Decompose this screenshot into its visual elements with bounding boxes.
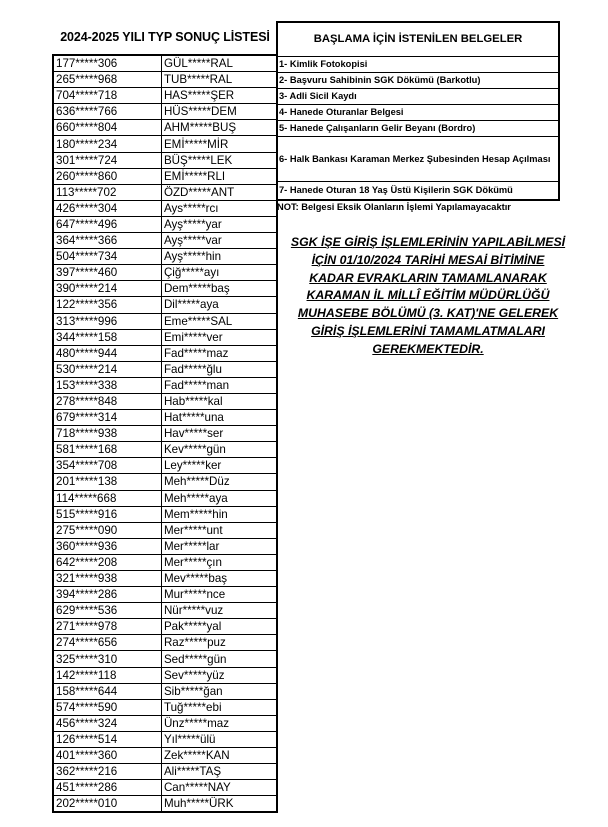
table-row [53,72,277,88]
masked-name-cell: Zek*****KAN [161,748,277,764]
table-row [53,136,277,152]
requirement-item: 5- Hanede Çalışanların Gelir Beyanı (Bordro) [278,121,558,137]
masked-name-cell: Dem*****baş [161,281,277,297]
masked-name-cell: Sev*****yüz [161,667,277,683]
masked-id-cell: 574*****590 [53,699,161,715]
masked-id-cell: 364*****366 [53,233,161,249]
notice-line: İÇİN 01/10/2024 TARİHİ MESAİ BİTİMİNE [311,252,545,267]
masked-id-cell: 301*****724 [53,152,161,168]
notice-line: SGK İŞE GİRİŞ İŞLEMLERİNİN YAPILABİLMESİ [290,235,566,249]
masked-name-cell: HAS*****ŞER [161,88,277,104]
table-row [53,619,277,635]
masked-name-cell: Nür*****vuz [161,603,277,619]
masked-id-cell: 142*****118 [53,667,161,683]
masked-name-cell: Fad*****ğlu [161,361,277,377]
masked-id-cell: 718*****938 [53,426,161,442]
requirement-item: 3- Adli Sicil Kaydı [278,89,558,105]
masked-id-cell: 265*****968 [53,72,161,88]
masked-name-cell: Mev*****baş [161,571,277,587]
masked-name-cell: Ayş*****var [161,233,277,249]
table-row [53,168,277,184]
masked-name-cell: Raz*****puz [161,635,277,651]
requirements-title: BAŞLAMA İÇİN İSTENİLEN BELGELER [278,23,558,57]
table-row [53,377,277,393]
table-row [53,249,277,265]
masked-name-cell: Mem*****hin [161,506,277,522]
table-row [53,184,277,200]
masked-name-cell: Ayş*****hin [161,249,277,265]
masked-name-cell: Yıl*****ülü [161,731,277,747]
masked-id-cell: 158*****644 [53,683,161,699]
table-row [53,780,277,796]
masked-name-cell: EMİ*****RLI [161,168,277,184]
masked-name-cell: Muh*****ÜRK [161,796,277,813]
masked-name-cell: EMİ*****MİR [161,136,277,152]
table-row [53,764,277,780]
masked-name-cell: Emi*****ver [161,329,277,345]
masked-id-cell: 260*****860 [53,168,161,184]
masked-id-cell: 660*****804 [53,120,161,136]
table-row [53,683,277,699]
table-row [53,104,277,120]
requirements-box [276,21,560,201]
masked-id-cell: 114*****668 [53,490,161,506]
table-row [53,506,277,522]
masked-id-cell: 275*****090 [53,522,161,538]
masked-id-cell: 201*****138 [53,474,161,490]
masked-id-cell: 581*****168 [53,442,161,458]
masked-id-cell: 180*****234 [53,136,161,152]
table-row [53,603,277,619]
masked-id-cell: 202*****010 [53,796,161,813]
table-row [53,265,277,281]
table-row [53,361,277,377]
table-row [53,571,277,587]
requirement-item: 1- Kimlik Fotokopisi [278,57,558,73]
table-row [53,426,277,442]
masked-id-cell: 515*****916 [53,506,161,522]
table-row [53,345,277,361]
table-row [53,538,277,554]
table-row [53,393,277,409]
masked-name-cell: Ayş*****yar [161,216,277,232]
table-row [53,635,277,651]
table-row [53,699,277,715]
masked-id-cell: 177*****306 [53,55,161,72]
table-row [53,587,277,603]
table-row [53,731,277,747]
masked-id-cell: 126*****514 [53,731,161,747]
table-row [53,216,277,232]
masked-id-cell: 113*****702 [53,184,161,200]
masked-name-cell: Fad*****maz [161,345,277,361]
masked-name-cell: Mur*****nce [161,587,277,603]
masked-name-cell: AHM*****BUŞ [161,120,277,136]
masked-name-cell: Can*****NAY [161,780,277,796]
masked-name-cell: Hat*****una [161,410,277,426]
masked-id-cell: 629*****536 [53,603,161,619]
masked-name-cell: Fad*****man [161,377,277,393]
table-row [53,651,277,667]
table-row [53,88,277,104]
notice-line: KARAMAN İL MİLLÎ EĞİTİM MÜDÜRLÜĞÜ [306,288,550,303]
masked-id-cell: 504*****734 [53,249,161,265]
masked-name-cell: Dil*****aya [161,297,277,313]
masked-id-cell: 704*****718 [53,88,161,104]
table-row [53,120,277,136]
masked-name-cell: Pak*****yal [161,619,277,635]
masked-id-cell: 679*****314 [53,410,161,426]
masked-name-cell: Hab*****kal [161,393,277,409]
table-row [53,55,277,72]
masked-id-cell: 321*****938 [53,571,161,587]
masked-id-cell: 313*****996 [53,313,161,329]
masked-id-cell: 354*****708 [53,458,161,474]
masked-name-cell: Sib*****ğan [161,683,277,699]
masked-id-cell: 271*****978 [53,619,161,635]
masked-id-cell: 397*****460 [53,265,161,281]
masked-id-cell: 325*****310 [53,651,161,667]
table-row [53,554,277,570]
notice-text [278,234,578,359]
table-row [53,667,277,683]
masked-id-cell: 344*****158 [53,329,161,345]
masked-name-cell: Kev*****gün [161,442,277,458]
masked-id-cell: 636*****766 [53,104,161,120]
masked-id-cell: 153*****338 [53,377,161,393]
masked-name-cell: Hav*****ser [161,426,277,442]
table-row [53,313,277,329]
masked-id-cell: 360*****936 [53,538,161,554]
masked-name-cell: TUB*****RAL [161,72,277,88]
masked-name-cell: Meh*****Düz [161,474,277,490]
table-row [53,715,277,731]
masked-name-cell: BÜŞ*****LEK [161,152,277,168]
table-row [53,233,277,249]
masked-name-cell: Mer*****çın [161,554,277,570]
masked-id-cell: 647*****496 [53,216,161,232]
masked-id-cell: 394*****286 [53,587,161,603]
table-row [53,474,277,490]
table-row [53,796,277,813]
masked-id-cell: 362*****216 [53,764,161,780]
table-row [53,152,277,168]
table-row [53,490,277,506]
masked-name-cell: Mer*****lar [161,538,277,554]
masked-name-cell: Tuğ*****ebi [161,699,277,715]
masked-id-cell: 456*****324 [53,715,161,731]
masked-name-cell: Ali*****TAŞ [161,764,277,780]
notice-line: MUHASEBE BÖLÜMÜ (3. KAT)'NE GELEREK [297,306,559,321]
masked-id-cell: 451*****286 [53,780,161,796]
masked-id-cell: 401*****360 [53,748,161,764]
table-row [53,297,277,313]
masked-name-cell: Ays*****rcı [161,200,277,216]
notice-line: GEREKMEKTEDİR. [372,341,484,356]
masked-name-cell: Mer*****unt [161,522,277,538]
table-row [53,200,277,216]
table-row [53,442,277,458]
masked-name-cell: ÖZD*****ANT [161,184,277,200]
masked-name-cell: Eme*****SAL [161,313,277,329]
table-row [53,458,277,474]
masked-name-cell: HÜS*****DEM [161,104,277,120]
masked-name-cell: GÜL*****RAL [161,55,277,72]
masked-id-cell: 122*****356 [53,297,161,313]
results-list-title: 2024-2025 YILI TYP SONUÇ LİSTESİ [60,30,270,44]
table-row [53,329,277,345]
masked-id-cell: 278*****848 [53,393,161,409]
requirement-item: 4- Hanede Oturanlar Belgesi [278,105,558,121]
requirements-note: NOT: Belgesi Eksik Olanların İşlemi Yapılamayacaktır [277,202,511,212]
masked-name-cell: Çiğ*****ayı [161,265,277,281]
masked-name-cell: Ley*****ker [161,458,277,474]
masked-id-cell: 390*****214 [53,281,161,297]
masked-name-cell: Meh*****aya [161,490,277,506]
table-row [53,410,277,426]
masked-id-cell: 426*****304 [53,200,161,216]
requirement-item: 6- Halk Bankası Karaman Merkez Şubesinden Hesap Açılması [278,137,558,182]
table-row [53,748,277,764]
table-row [53,522,277,538]
notice-line: KADAR EVRAKLARIN TAMAMLANARAK [309,270,547,285]
notice-line: GİRİŞ İŞLEMLERİNİ TAMAMLATMALARI [311,323,545,338]
table-row [53,281,277,297]
results-table [52,54,278,813]
masked-name-cell: Sed*****gün [161,651,277,667]
masked-name-cell: Ünz*****maz [161,715,277,731]
masked-id-cell: 274*****656 [53,635,161,651]
requirement-item: 2- Başvuru Sahibinin SGK Dökümü (Barkotlu) [278,73,558,89]
masked-id-cell: 480*****944 [53,345,161,361]
requirement-item: 7- Hanede Oturan 18 Yaş Üstü Kişilerin SGK Dökümü [279,185,513,195]
masked-id-cell: 530*****214 [53,361,161,377]
masked-id-cell: 642*****208 [53,554,161,570]
